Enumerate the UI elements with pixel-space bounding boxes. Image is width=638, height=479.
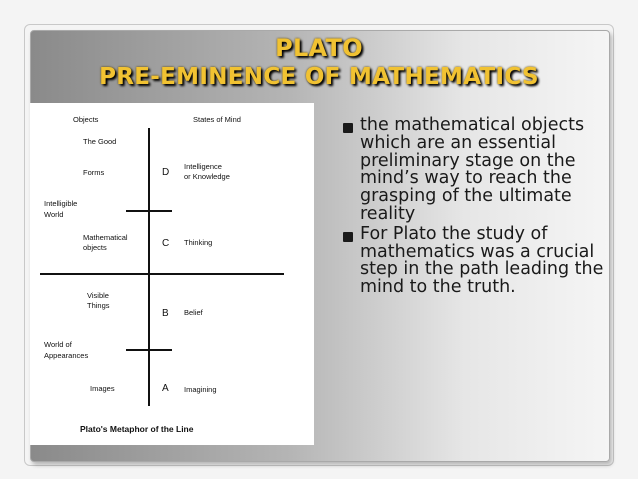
- bullet-text: the mathematical objects which are an essential preliminary stage on the mind’s way to reach the grasping of the ultimate reality: [360, 115, 585, 224]
- label-images: Images: [90, 384, 115, 393]
- letter-d: D: [162, 167, 170, 178]
- label-visible-1: Visible: [87, 291, 109, 300]
- divider-ba: [126, 349, 172, 351]
- letter-b: B: [162, 308, 169, 319]
- label-the-good: The Good: [83, 137, 117, 146]
- divider-main: [40, 273, 284, 275]
- bullet-item: [338, 223, 606, 298]
- label-forms: Forms: [83, 168, 105, 177]
- slide-title: PLATO: [275, 34, 363, 62]
- bullet-item: [338, 117, 606, 224]
- label-appearances-2: Appearances: [44, 351, 89, 360]
- bullet-square-icon: [343, 123, 353, 133]
- label-intelligence-2: or Knowledge: [184, 172, 230, 181]
- label-intelligence-1: Intelligence: [184, 162, 222, 171]
- label-visible-2: Things: [87, 301, 110, 310]
- label-math-objects-2: objects: [83, 243, 107, 252]
- bullet-square-icon: [343, 232, 353, 242]
- label-math-objects-1: Mathematical: [83, 233, 128, 242]
- label-intelligible-1: Intelligible: [44, 199, 78, 208]
- label-belief: Belief: [184, 308, 203, 317]
- label-intelligible-2: World: [44, 210, 64, 219]
- diagram-caption: Plato's Metaphor of the Line: [80, 424, 194, 434]
- slide-subtitle: PRE-EMINENCE OF MATHEMATICS: [99, 64, 539, 90]
- divider-dc: [126, 210, 172, 212]
- letter-a: A: [162, 383, 169, 394]
- bullet-text: For Plato the study of mathematics was a crucial step in the path leading the mind to the truth.: [360, 223, 604, 298]
- bullet-list: [338, 117, 606, 299]
- vertical-line: [148, 128, 150, 406]
- diagram-header-states: States of Mind: [193, 115, 241, 124]
- label-imagining: Imagining: [184, 385, 217, 394]
- diagram-header-objects: Objects: [73, 115, 99, 124]
- divided-line-diagram: [30, 103, 314, 445]
- label-thinking: Thinking: [184, 238, 213, 247]
- label-appearances-1: World of: [44, 340, 72, 349]
- letter-c: C: [162, 238, 170, 249]
